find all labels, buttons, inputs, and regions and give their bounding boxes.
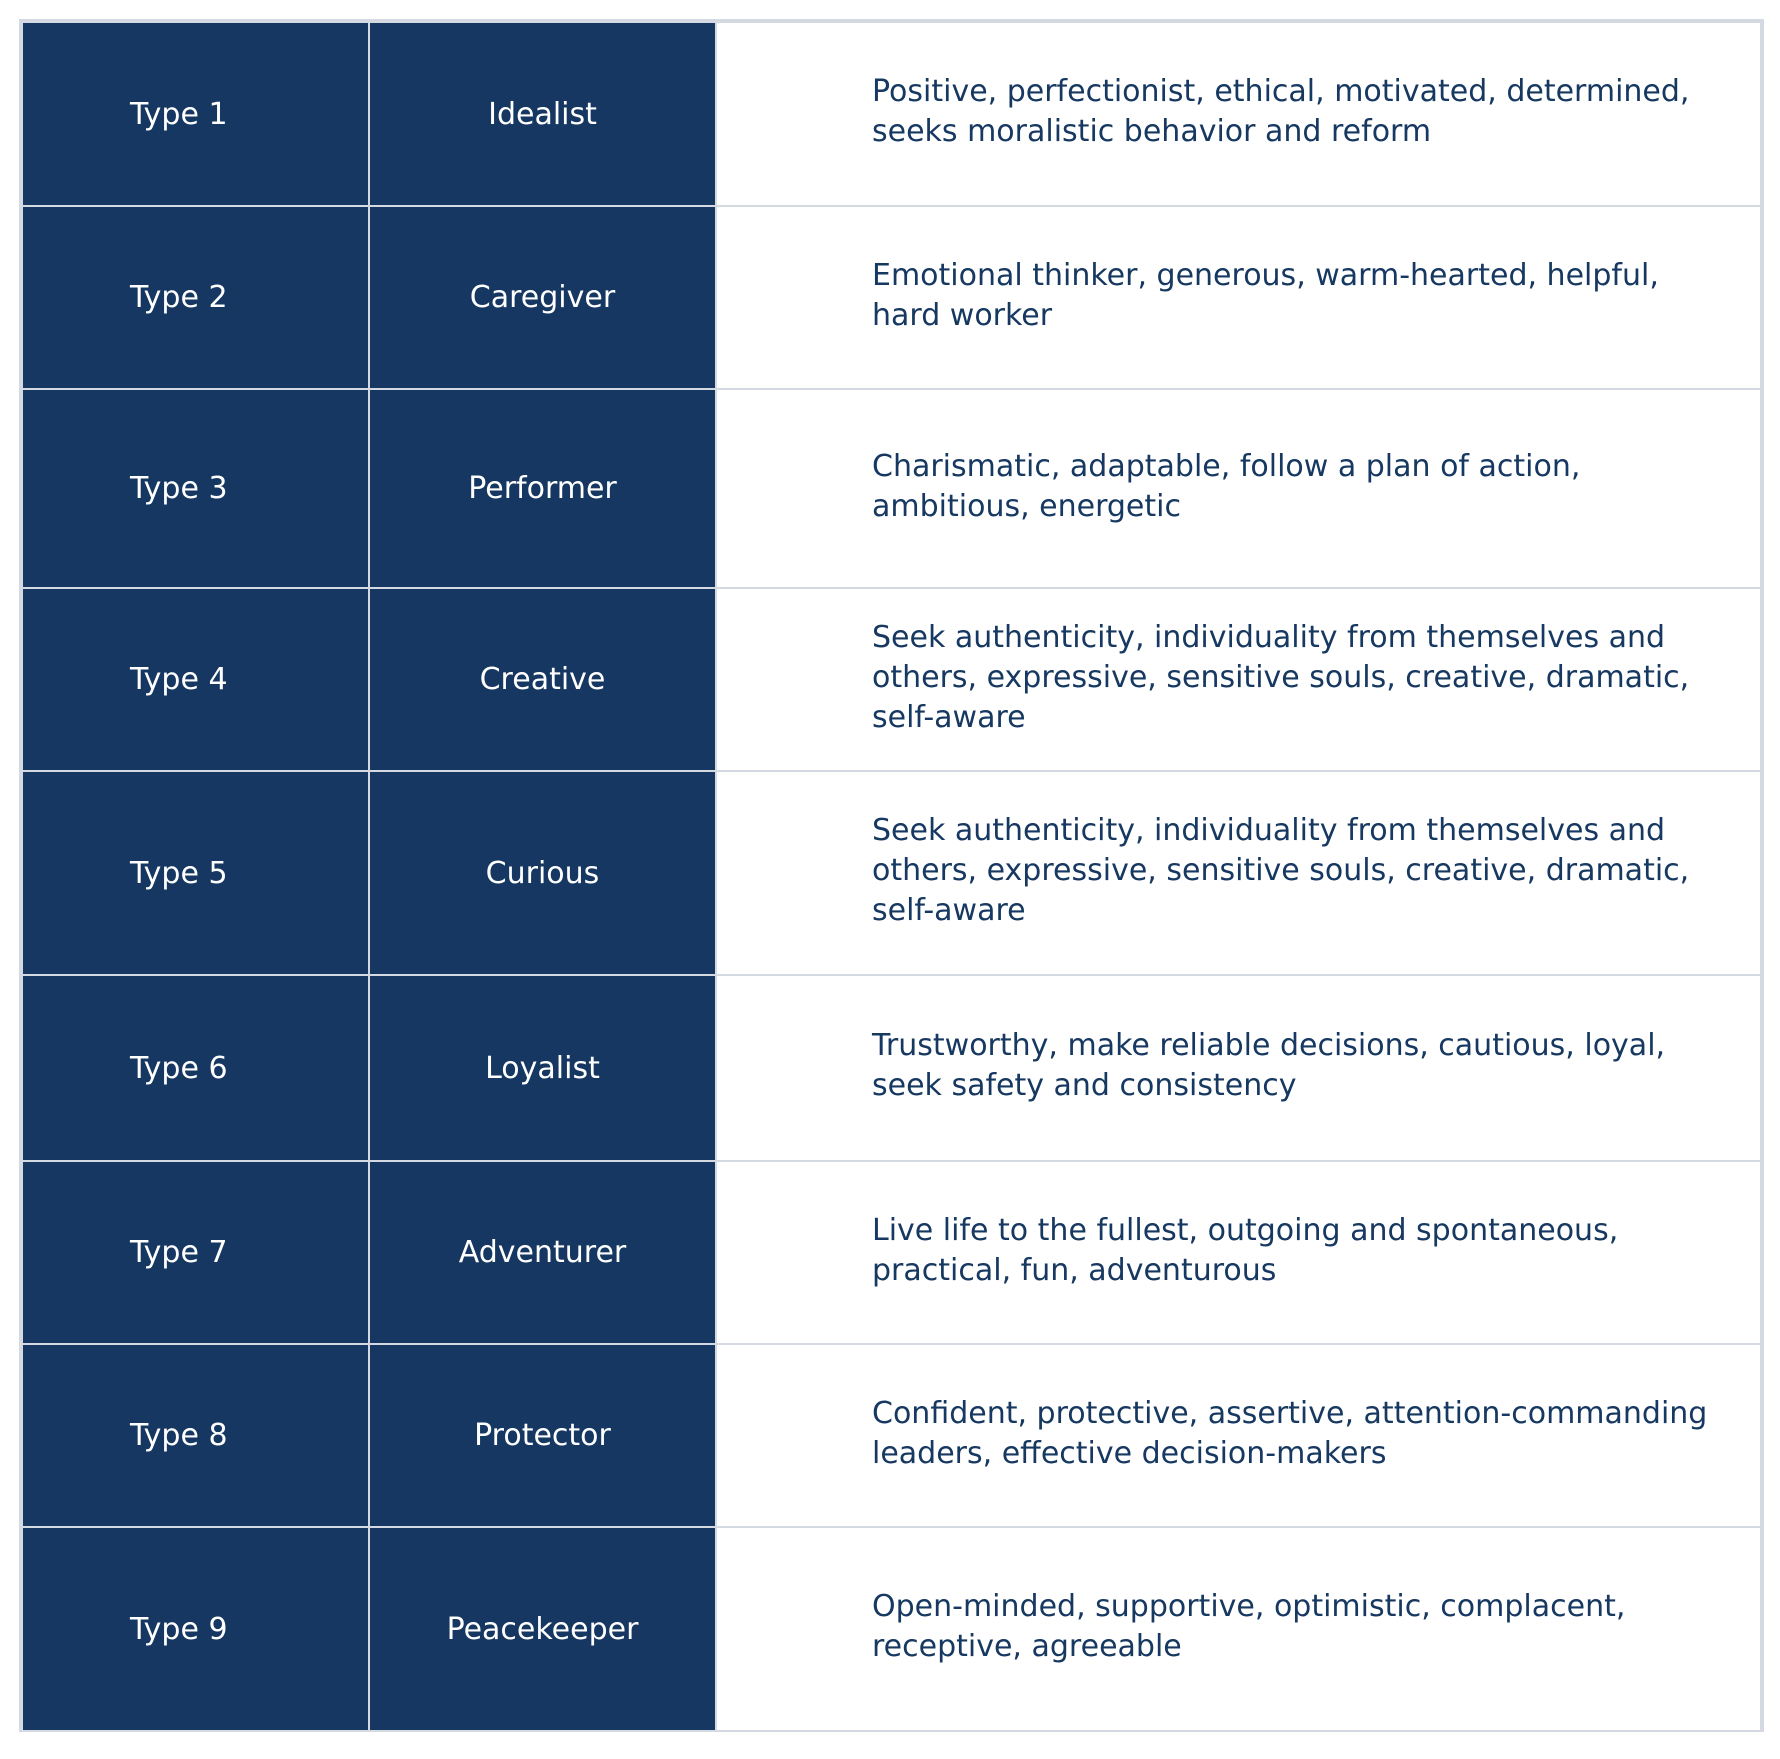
type-number: Type 9 [130, 1611, 228, 1647]
table-row [22, 1527, 1761, 1731]
type-number: Type 8 [130, 1418, 228, 1453]
type-description-cell [716, 1344, 1761, 1527]
type-name-cell [369, 975, 716, 1161]
type-description: Charismatic, adaptable, follow a plan of action, ambitious, energetic [872, 448, 1581, 524]
type-name-cell [369, 588, 716, 771]
type-description: Seek authenticity, individuality from themselves and others, expressive, sensitive souls, creative, dramatic, self-aware [872, 813, 1690, 928]
type-name: Adventurer [458, 1235, 627, 1270]
type-number-cell [22, 22, 369, 206]
table-row [22, 771, 1761, 975]
table-row [22, 588, 1761, 771]
type-name: Caregiver [469, 280, 616, 315]
type-description-cell [716, 588, 1761, 771]
type-name-cell [369, 771, 716, 975]
type-description: Seek authenticity, individuality from themselves and others, expressive, sensitive souls, creative, dramatic, self-aware [872, 619, 1690, 735]
type-number: Type 2 [130, 280, 228, 315]
type-name: Performer [468, 471, 617, 506]
type-name-cell [369, 1161, 716, 1344]
type-number-cell [22, 771, 369, 975]
type-description-cell [716, 206, 1761, 389]
type-number: Type 7 [130, 1235, 228, 1270]
type-description: Open-minded, supportive, optimistic, complacent, receptive, agreeable [872, 1589, 1626, 1664]
type-name: Idealist [488, 96, 597, 132]
personality-types-table-container [19, 19, 1764, 1732]
type-name: Creative [479, 662, 606, 697]
type-name-cell [369, 389, 716, 588]
type-name: Curious [485, 855, 600, 891]
type-name: Protector [474, 1418, 611, 1453]
table-row [22, 975, 1761, 1161]
type-number-cell [22, 588, 369, 771]
type-description-cell [716, 1527, 1761, 1731]
type-number: Type 6 [130, 1050, 228, 1086]
type-description: Positive, perfectionist, ethical, motivated, determined, seeks moralistic behavior and reform [872, 74, 1690, 149]
type-number-cell [22, 389, 369, 588]
type-description: Trustworthy, make reliable decisions, cautious, loyal, seek safety and consistency [872, 1028, 1666, 1103]
table-row [22, 206, 1761, 389]
type-number-cell [22, 1527, 369, 1731]
type-name: Peacekeeper [446, 1611, 639, 1647]
type-number: Type 5 [130, 855, 228, 891]
type-number: Type 3 [130, 471, 228, 506]
type-description-cell [716, 975, 1761, 1161]
table-row [22, 389, 1761, 588]
type-number-cell [22, 206, 369, 389]
type-description: Emotional thinker, generous, warm-hearted, helpful, hard worker [872, 257, 1659, 333]
type-number-cell [22, 1161, 369, 1344]
type-number: Type 1 [130, 96, 228, 132]
type-name: Loyalist [485, 1050, 600, 1086]
type-number: Type 4 [130, 662, 228, 697]
type-name-cell [369, 1344, 716, 1527]
type-description-cell [716, 22, 1761, 206]
table-row [22, 1161, 1761, 1344]
type-name-cell [369, 206, 716, 389]
type-description-cell [716, 1161, 1761, 1344]
type-name-cell [369, 22, 716, 206]
type-description-cell [716, 771, 1761, 975]
personality-types-table [21, 21, 1762, 1732]
table-row [22, 22, 1761, 206]
type-number-cell [22, 1344, 369, 1527]
table-row [22, 1344, 1761, 1527]
type-description: Confident, protective, assertive, attention-commanding leaders, effective decision-makers [872, 1395, 1708, 1471]
type-name-cell [369, 1527, 716, 1731]
type-description-cell [716, 389, 1761, 588]
type-number-cell [22, 975, 369, 1161]
type-description: Live life to the fullest, outgoing and spontaneous, practical, fun, adventurous [872, 1212, 1619, 1288]
